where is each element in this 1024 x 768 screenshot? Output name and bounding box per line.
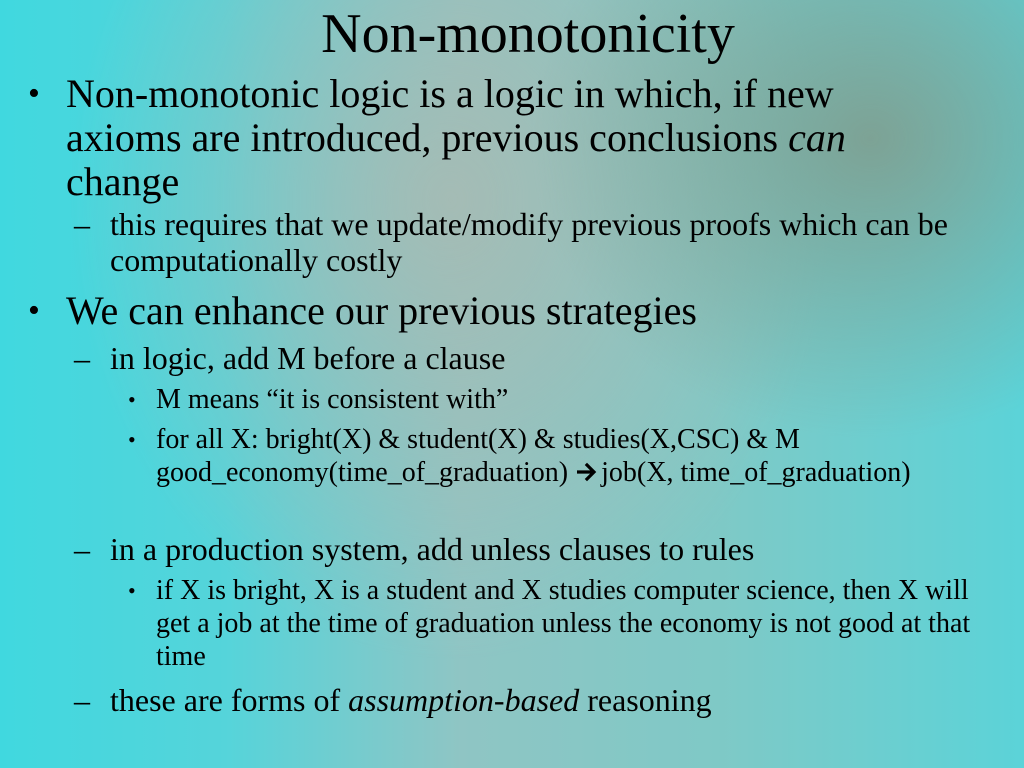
sub-bullet-assumption-based bbox=[74, 682, 990, 718]
bullet-text: Non-monotonic logic is a logic in which, if new axioms are introduced, previous conclusions bbox=[66, 71, 834, 160]
sub-bullet-text: in a production system, add unless clauses to rules bbox=[110, 531, 755, 567]
sub-bullet-production-system bbox=[74, 531, 990, 567]
bullet-text: We can enhance our previous strategies bbox=[66, 288, 697, 333]
point-for-all-x-rule bbox=[128, 423, 956, 489]
sub-bullet-text-end: reasoning bbox=[579, 682, 712, 718]
point-text: M means “it is consistent with” bbox=[156, 384, 509, 415]
emphasis-can: can bbox=[788, 115, 846, 160]
sub-bullet-logic-add-m bbox=[74, 340, 990, 376]
dash-marker: – bbox=[74, 531, 90, 567]
point-text-end: job(X, time_of_graduation) bbox=[601, 457, 911, 488]
bullet-nonmonotonic-logic bbox=[28, 71, 946, 204]
bullet-enhance-strategies bbox=[28, 288, 966, 333]
right-arrow-icon bbox=[577, 462, 597, 482]
point-m-means bbox=[128, 383, 996, 416]
sub-bullet-text: in logic, add M before a clause bbox=[110, 340, 506, 376]
dash-marker: – bbox=[74, 682, 90, 718]
dash-marker: – bbox=[74, 340, 90, 376]
bullet-marker: • bbox=[128, 578, 136, 603]
emphasis-assumption-based: assumption-based bbox=[348, 682, 580, 718]
bullet-text-end: change bbox=[66, 159, 180, 204]
point-unless-example bbox=[128, 574, 994, 673]
bullet-marker: • bbox=[28, 75, 40, 112]
bullet-marker: • bbox=[28, 292, 40, 329]
bullet-marker: • bbox=[128, 427, 136, 452]
point-text: for all X: bright(X) & student(X) & studies(X,CSC) & M good_economy(time_of_graduation) bbox=[156, 424, 800, 488]
bullet-marker: • bbox=[128, 387, 136, 412]
sub-bullet-text: these are forms of bbox=[110, 682, 349, 718]
sub-bullet-update-proofs bbox=[74, 206, 990, 278]
point-text: if X is bright, X is a student and X studies computer science, then X will get a job at the time of graduation unless the economy is not good at that time bbox=[156, 575, 971, 672]
sub-bullet-text: this requires that we update/modify previous proofs which can be computationally costly bbox=[110, 206, 948, 278]
dash-marker: – bbox=[74, 206, 90, 242]
slide-title: Non-monotonicity bbox=[321, 3, 735, 65]
